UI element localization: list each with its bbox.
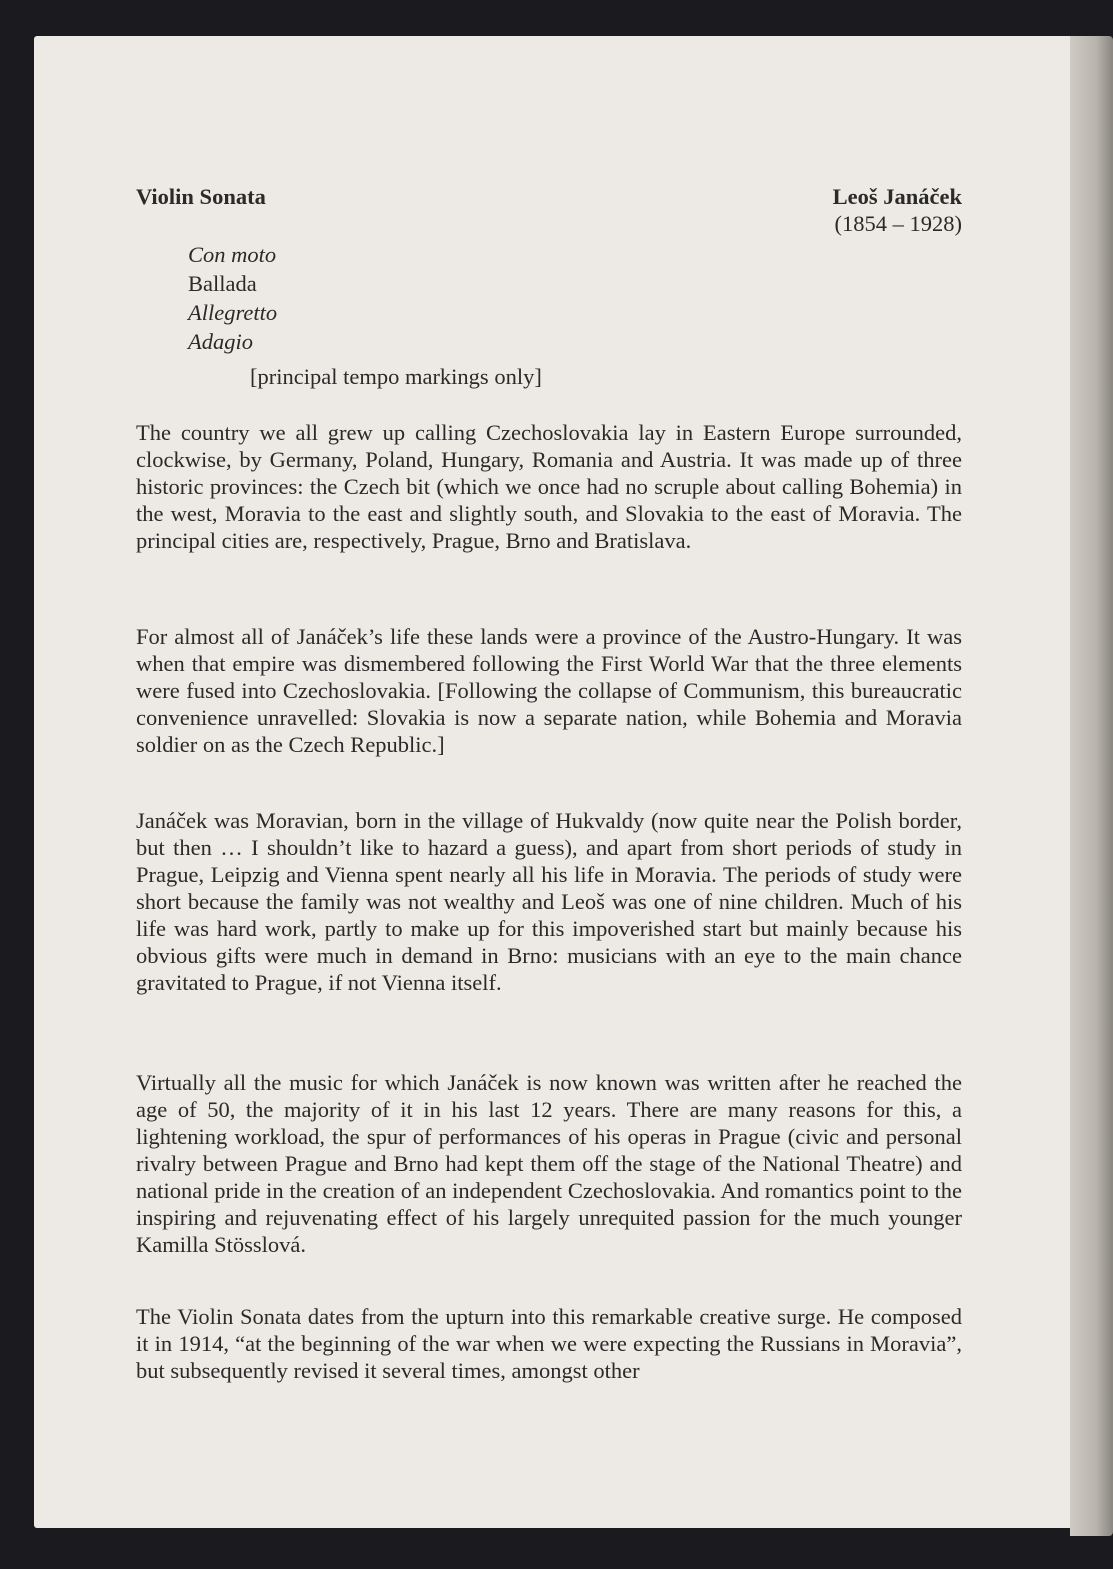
tempo-note: [principal tempo markings only] <box>250 364 542 389</box>
composer-dates: (1854 – 1928) <box>834 211 962 236</box>
movement-item: Con moto <box>188 242 277 267</box>
paragraph: For almost all of Janáček’s life these lands were a province of the Austro-Hungary. It was when that empire was dismembered following the First World War that the three elements were fused into Czechoslovakia. [Following the collapse of Communism, this bureaucratic convenience unravelled: Slovakia is now a separate nation, while Bohemia and Moravia soldier on as the Czech Republic.] <box>136 624 962 757</box>
work-title: Violin Sonata <box>136 184 266 209</box>
page-edge <box>1070 36 1113 1536</box>
movement-item: Allegretto <box>188 300 278 325</box>
paragraph: The Violin Sonata dates from the upturn into this remarkable creative surge. He composed it in 1914, “at the beginning of the war when we were expecting the Russians in Moravia”, but subsequently revised it several times, amongst other <box>136 1304 962 1383</box>
composer-block <box>833 183 962 237</box>
paragraph: Virtually all the music for which Janáček is now known was written after he reached the age of 50, the majority of it in his last 12 years. There are many reasons for this, a lightening workload, the spur of performances of his operas in Prague (civic and personal rivalry between Prague and Brno had kept them off the stage of the National Theatre) and national pride in the creation of an independent Czechoslovakia. And romantics point to the inspiring and rejuvenating effect of his largely unrequited passion for the much younger Kamilla Stösslová. <box>136 1070 962 1257</box>
composer-name: Leoš Janáček <box>832 184 962 209</box>
movement-list <box>188 241 277 357</box>
movement-item: Adagio <box>188 329 253 354</box>
movement-item: Ballada <box>188 271 257 296</box>
paragraph: Janáček was Moravian, born in the village of Hukvaldy (now quite near the Polish border, but then … I shouldn’t like to hazard a guess), and apart from short periods of study in Prague, Leipzig and Vienna spent nearly all his life in Moravia. The periods of study were short because the family was not wealthy and Leoš was one of nine children. Much of his life was hard work, partly to make up for this impoverished start but mainly because his obvious gifts were much in demand in Brno: musicians with an eye to the main chance gravitated to Prague, if not Vienna itself. <box>136 808 962 995</box>
paragraph: The country we all grew up calling Czechoslovakia lay in Eastern Europe surrounded, clockwise, by Germany, Poland, Hungary, Romania and Austria. It was made up of three historic provinces: the Czech bit (which we once had no scruple about calling Bohemia) in the west, Moravia to the east and slightly south, and Slovakia to the east of Moravia. The principal cities are, respectively, Prague, Brno and Bratislava. <box>136 420 962 553</box>
